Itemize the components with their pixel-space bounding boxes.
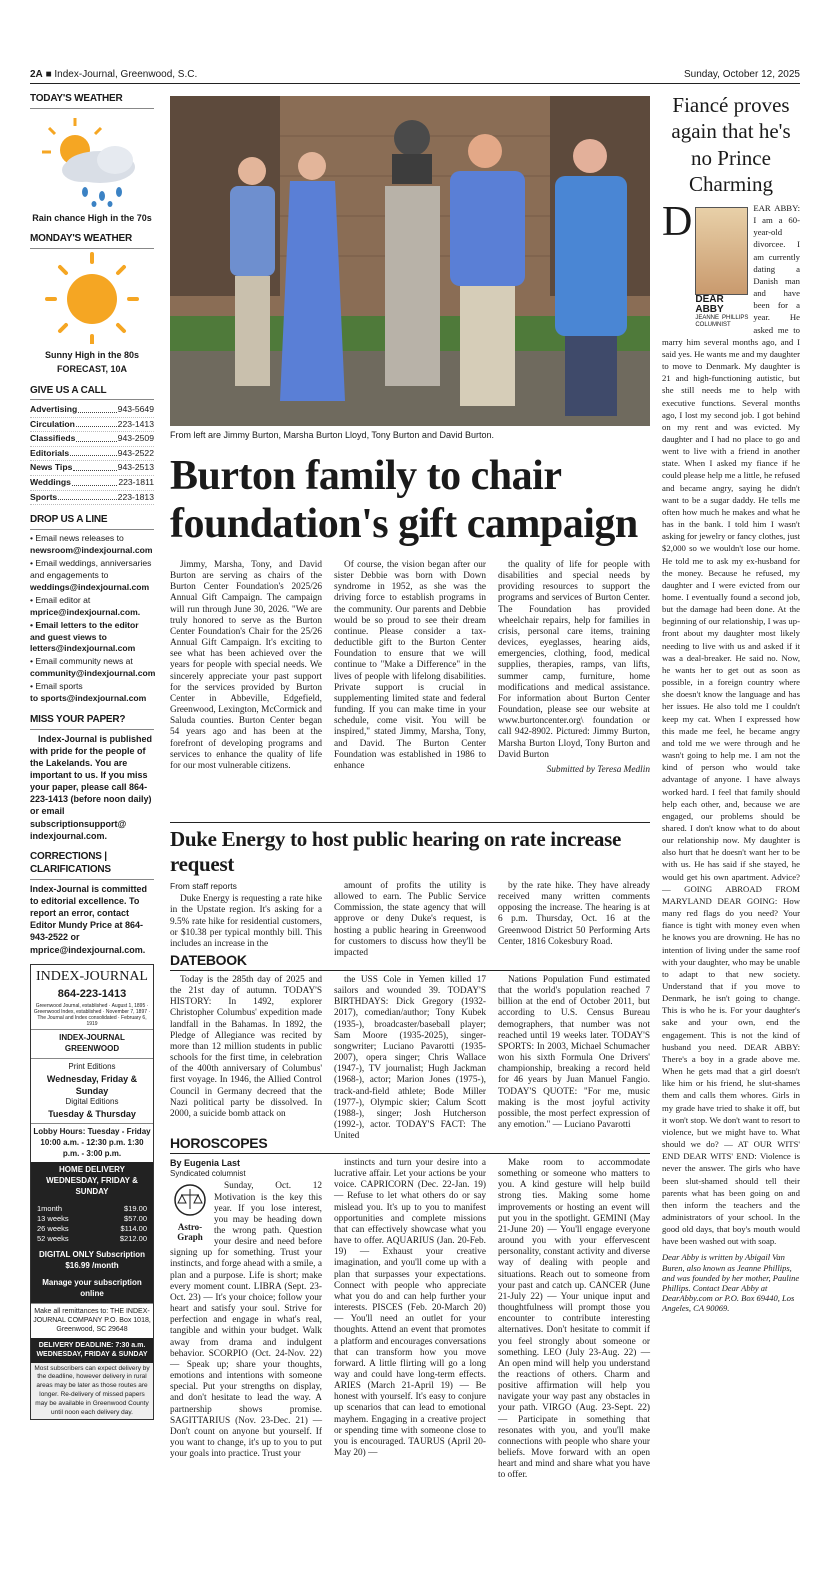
horoscopes-title: HOROSCOPES [170, 1135, 650, 1154]
horoscopes [170, 1135, 650, 1482]
left-rail [30, 92, 154, 1420]
drop-line[interactable]: newsroom@indexjournal.com [30, 545, 153, 556]
call-title: GIVE US A CALL [30, 384, 154, 401]
story-col-1: Jimmy, Marsha, Tony, and David Burton are serving as chairs of the Burton Center Foundation's 2025/26 Annual Gift Campaign. The campaign will run through June 30, 2026. "We are truly honored to serve as the Burton Center Foundation's Chair for the 25/26 Annual Gift Campaign. It's exciting to see what has been achieved over the years for people with special needs. We sincerely appreciate your past support for the services provided by Burton Center in Abbeville, Edgefield, Greenwood, Lexington, McCormick and Saluda counties. Burton Center began 54 years ago and has been at the forefront of developing programs and services to enhance the quality of life for our most vulnerable citizens. [170, 560, 322, 771]
price-row [33, 1214, 151, 1224]
price-row [33, 1204, 151, 1214]
today-weather-title: TODAY'S WEATHER [30, 92, 154, 109]
story-col-3: the quality of life for people with disabilities and special needs by providing resources to support the programs and services of Burton Center. The Foundation has provided wheelchair repairs, help for families in crisis, personal care items, training devices, eyeglasses, hearing aids, emergencies, clothing, food, medical supplies, therapies, ramps, van lifts, summer camp, furniture, home modifications and medical assistance. For information about Burton Center Foundation, please see our website at www.burtoncenter.org\ foundation or call 942-8902. Pictured: Jimmy Burton, Marsha Burton Lloyd, Tony Burton and David Burton [498, 560, 650, 760]
corrections-text: Index-Journal is committed to editorial excellence. To report an error, contact Editor Mundy Price at 864-943-2522 or mprice@indexjournal.com. [30, 883, 148, 955]
call-number[interactable]: 223-1413 [117, 418, 154, 429]
horo-author: By Eugenia Last [170, 1158, 241, 1168]
monday-forecast: Sunny High in the 80s [44, 350, 139, 361]
miss-text: Index-Journal is published with pride for the people of the Lakelands. You are important to us. If you miss your paper, please call 864-223-1413 (before noon daily) or email subscriptionsupport@ indexjournal.com. [30, 733, 153, 841]
page-header: 2A ■ Index-Journal, Greenwood, S.C. Sunday, October 12, 2025 [30, 68, 800, 84]
drop-line: • Email editor at [30, 594, 91, 605]
drop-line[interactable]: mprice@indexjournal.com. [30, 607, 141, 618]
price-amount: $57.00 [124, 1213, 147, 1223]
masthead-phone: 864-223-1413 [57, 987, 127, 1000]
masthead-box [30, 964, 154, 1421]
digital-only-price: DIGITAL ONLY Subscription $16.99 /month [31, 1247, 153, 1275]
drop-line: • Email sports [30, 680, 83, 691]
family-photo-illustration [170, 96, 650, 426]
digital-days: Tuesday & Thursday [48, 1108, 136, 1119]
edition-name: INDEX-JOURNAL GREENWOOD [31, 1029, 153, 1058]
burton-story [170, 560, 650, 805]
price-term: 13 weeks [37, 1213, 69, 1223]
abby-sub: JEANNE PHILLIPS COLUMNIST [695, 315, 749, 329]
call-number[interactable]: 223-1811 [118, 477, 154, 488]
price-term: 1month [37, 1203, 63, 1213]
price-amount: $114.00 [120, 1224, 147, 1234]
call-row [30, 447, 154, 462]
drop-line: • Email news releases to [30, 532, 124, 543]
duke-headline: Duke Energy to host public hearing on rate increase request [170, 822, 650, 877]
duke-col-1: Duke Energy is requesting a rate hike in the Upstate region. It's asking for a 9.5% rate hike for residential customers, or $10.38 per typical monthly bill. This includes an increase in the [170, 894, 322, 949]
abby-text: EAR ABBY: I am a 60-year-old divorcee. I am currently dating a Danish man and have been for a year. He asked me to marry him several months ago, and I said yes. He wants me and my daughter to move to Denmark. My daughter is 21 and high-functioning autistic, but she still needs me to help with executive functions. Several months ago, I lost my second job. I got behind on my rent and was evicted. My daughter and I had no place to go and went to live with a friend in another state. When I asked my fiance if he could please help me a little, he refused and became angry, saying he didn't want to be a sugar daddy. He tells me often how much he makes and what he has in the bank. I told him I wasn't asking for jewelry or fancy clothes, just $2,000 so we wouldn't lose our home. He told me to ask my ex-husband for the money. Because he refused, my daughter and I were evicted from our home. I eventually found a second job, but the damage had been done. At the beginning of our relationship, I was up-front about my daughter most likely needing to live with us and asked if it was a deal-breaker. He said no. Now, he wants her to get out as soon as possible, in a foreign country where she doesn't know the language and has her issues. He also told me I couldn't keep my cat. When I expressed how this made me feel, he became angry and told me we were through and he wasn't going to help me. I am not the kind of person who would take advantage of anyone. I have always worked hard. I feel that family should help each other, and, because we are engaged, our problems should be shared. I don't know what to do about our relationship now. My daughter is also hurt that he doesn't want her to be with us. He has said if she stayed, he would get his own apartment. Advice? — GOING ABROAD FROM MARYLAND DEAR GOING: How many red flags do you need? Your fiance is tight with money even when he knows you are drowning. He has no intention of living under the same roof with your daughter, who may be unable to adapt to that new society. Understand that if you move to Denmark, he isn't going to change. This is who he is. For your daughter's sake and your own, end the engagement. This is not the kind of husband you need. DEAR ABBY: There's a boy in a grade above me. When he gets mad that a girl doesn't like him or his friend, he slut-shames them and calls them whores. Girls in my grade have tried to shake it off, but it won't stop. We don't want to resort to violence, but we might have to. What should we do? — AT OUR WITS' END DEAR WITS' END: Violence is never the answer. The girls who have been slut-shamed should tell their parents what has been going on and then inform the teachers and the administrators of your school. In the good old days, that boy's mouth would have been washed out with soap. [662, 203, 800, 1247]
drop-line[interactable]: community@indexjournal.com [30, 668, 156, 679]
story-col-2: Of course, the vision began after our sister Debbie was born with Down syndrome in 1952, as she was the driving force to establish programs in the community. Our parents and Debbie would be so proud to see their dream continue. Please consider a tax-deductible gift to the Burton Center Foundation to ensure that we will continue to "Make a Difference" in the lives of people with lifelong disabilities. Private support is crucial in supplementing limited state and federal funding. If you can make time in your schedule, come visit. You will be inspired," stated Jimmy, Marsha, Tony, and David. The Burton Center Foundation was established in 1986 to enhance [334, 560, 486, 771]
datebook-title: DATEBOOK [170, 952, 650, 971]
duke-story [170, 822, 650, 959]
story-credit: Submitted by Teresa Medlin [546, 764, 650, 775]
duke-col-3: by the rate hike. They have already received many written comments opposing the increase. The hearing is at 6 p.m. Thursday, Oct. 16 at the Greenwood District 50 Performing Arts Center, 1816 Cokesbury Road. [498, 881, 650, 947]
astro-graph-text: Astro-Graph [177, 1221, 203, 1243]
horo-col-1: Sunday, Oct. 12 Motivation is the key this year. If you lose interest, you may be heading down the wrong path. Question your desire and need before signing up for something. Trust your instincts, and forge ahead with a smile, a plan and a purpose. Life is short; make every moment count. LIBRA (Sept. 23-Oct. 23) — It's your choice; follow your heart and satisfy your soul. Strive for perfection and engage in what's real, tangible and within your budget. Walk away from drama and indulgent behavior. SCORPIO (Oct. 24-Nov. 22) — Speak up; share your thoughts, emotions and intentions with someone special. Put your strengths on display, and don't hesitate to lead the way. A partnership shows promise. SAGITTARIUS (Nov. 23-Dec. 21) — Don't count on anyone but yourself. If you want to change, it's up to you to put your goals into practice. Trust your [170, 1181, 322, 1460]
today-forecast: Rain chance High in the 70s [32, 213, 152, 224]
miss-title: MISS YOUR PAPER? [30, 713, 154, 730]
horo-author-role: Syndicated columnist [170, 1168, 246, 1178]
call-dept: Circulation [30, 418, 75, 429]
call-dept: Weddings [30, 477, 71, 488]
price-amount: $212.00 [119, 1234, 147, 1244]
delivery-deadline: DELIVERY DEADLINE: 7:30 a.m. WEDNESDAY, FRIDAY & SUNDAY [31, 1338, 153, 1363]
drop-title: DROP US A LINE [30, 513, 154, 530]
corrections-title: CORRECTIONS | CLARIFICATIONS [30, 850, 154, 880]
drop-line[interactable]: to sports@indexjournal.com [30, 693, 147, 704]
print-days: Wednesday, Friday & Sunday [46, 1073, 138, 1096]
call-dept: News Tips [30, 462, 73, 473]
duke-byline: From staff reports [170, 881, 237, 891]
datebook [170, 952, 650, 1142]
drop-line[interactable]: • Email letters to the editor and guest views to letters@indexjournal.com [30, 619, 139, 654]
print-editions-label: Print Editions [68, 1062, 116, 1072]
dear-abby-column [662, 92, 800, 1314]
phone-list [30, 403, 154, 505]
price-amount: $19.00 [124, 1203, 147, 1213]
astro-graph-logo [170, 1183, 210, 1243]
digital-editions-label: Digital Editions [65, 1097, 119, 1107]
call-row [30, 476, 154, 491]
datebook-col-3: Nations Population Fund estimated that the world's population reached 7 billion at the end of October 2011, but according to U.S. Census Bureau demographers, that number was not reached until 19 weeks later. TODAY'S SPORTS: In 2003, Michael Schumacher won his sixth Formula One Drivers' championship, breaking a record held for 46 years by Juan Manuel Fangio. TODAY'S QUOTE: "For me, music making is the most joyful activity possible, the most perfect expression of any emotion." — Luciano Pavarotti [498, 975, 650, 1131]
horo-col-2: instincts and turn your desire into a lucrative affair. Let your actions be your voice. CAPRICORN (Dec. 22-Jan. 19) — Refuse to let what others do or say mislead you. It's up to you to manifest opportunities and complete missions that can effectively showcase what you have to offer. AQUARIUS (Jan. 20-Feb. 19) — Exhaust your creative imagination, and you'll come up with a plan that surpasses your expectations. Connect with people who appreciate what you do and can help further your interests. PISCES (Feb. 20-March 20) — You'll need an outlet for your thoughts. Attend an event that promotes a platform and encourages conversations that can transform how you move forward. A little flirting will go a long way and could have long-term effects. ARIES (March 21-April 19) — Be honest with yourself. It's easy to conjure up scenarios that can lead to emotional mayhem. Engaging in a creative project or spending time with someone close to you is encouraged. TAURUS (April 20-May 20) — [334, 1158, 486, 1459]
photo-caption: From left are Jimmy Burton, Marsha Burton Lloyd, Tony Burton and David Burton. [170, 430, 494, 440]
main-photo [170, 96, 650, 426]
scales-icon [173, 1183, 207, 1217]
monday-weather-title: MONDAY'S WEATHER [30, 232, 154, 249]
call-row [30, 403, 154, 418]
price-term: 52 weeks [37, 1234, 69, 1244]
abby-label: DEAR ABBY [695, 294, 724, 315]
call-dept: Sports [30, 491, 58, 502]
forecast-pointer: FORECAST, 10A [56, 364, 127, 375]
call-number[interactable]: 943-2513 [117, 462, 154, 473]
paper-name: Index-Journal, Greenwood, S.C. [54, 69, 198, 80]
datebook-col-2: the USS Cole in Yemen killed 17 sailors and wounded 39. TODAY'S BIRTHDAYS: Dick Gregory (1932-2017), comedian/author; Tony Kubek (1935-), broadcaster/baseball player; Sam Moore (1935-2025), singer-songwriter; Luciano Pavarotti (1935-2007), opera singer; Chris Wallace (1947-), TV journalist; Hugh Jackman (1968-), actor; Marion Jones (1975-), track-and-field athlete; Bode Miller (1977-), Olympic skier; Calum Scott (1988-), singer; Josh Hutcherson (1992-), actor. TODAY'S FACT: The United [334, 975, 486, 1142]
lobby-hours: Lobby Hours: Tuesday - Friday 10:00 a.m. - 12:30 p.m. 1:30 p.m. - 3:00 p.m. [31, 1123, 153, 1162]
columnist-portrait [695, 207, 748, 295]
call-row [30, 432, 154, 447]
price-list [31, 1201, 153, 1248]
abby-headline: Fiancé proves again that he's no Prince Charming [671, 93, 791, 196]
remittance-address: Make all remittances to: THE INDEX-JOURNAL COMPANY P.O. Box 1018, Greenwood, SC 29648 [31, 1303, 153, 1338]
delivery-note: Most subscribers can expect delivery by the deadline, however delivery in rural areas may be later as those routes are longer. Re-delivery of missed papers may be available in Greenwood County until noon each delivery day. [31, 1363, 153, 1420]
abby-footer: Dear Abby is written by Abigail Van Buren, also known as Jeanne Phillips, and was founded by her mother, Pauline Phillips. Contact Dear Abby at DearAbby.com or P.O. Box 69440, Los Angeles, CA 90069. [662, 1252, 800, 1314]
datebook-col-1: Today is the 285th day of 2025 and the 21st day of autumn. TODAY'S HISTORY: In 1492, explorer Christopher Columbus' expedition made landfall in the Bahamas. In 1892, the Pledge of Allegiance was recited by more than 12 million students in public schools for the first time, in celebration of the 400th anniversary of Columbus' first voyage. In 1946, the Allied Control Council in Germany decreed that the Nazi political party be dissolved. In 2000, a suicide bomb attack on [170, 975, 322, 1119]
abby-photo [695, 207, 748, 329]
price-term: 26 weeks [37, 1224, 69, 1234]
call-number[interactable]: 943-2509 [117, 433, 154, 444]
drop-line: • Email weddings, anniversaries and engagements to [30, 557, 152, 580]
page-number: 2A [30, 69, 43, 80]
manage-subscription-link[interactable]: Manage your subscription online [31, 1275, 153, 1303]
email-list [30, 533, 154, 705]
call-row [30, 491, 154, 506]
horo-col-3: Make room to accommodate something or someone who matters to you. A kind gesture will help build strong ties. Making some home improvements or hosting an event will put you in the spotlight. GEMINI (May 21-June 20) — You'll engage everyone around you with your effervescent personality, constant activity and diverse way of dealing with people and situations. Reach out to someone from your past and catch up. CANCER (June 21-July 22) — Your unique input and thoughtfulness will prompt those you encounter to contribute interesting alternatives. Don't hesitate to commit if you feel strongly about someone or something. LEO (July 23-Aug. 22) — An open mind will help you understand the reactions of others. Charm and positive affirmation will help you navigate your way past any obstacles in your path. VIRGO (Aug. 23-Sept. 22) — Participate in something that resonates with you, and you'll make connections with people who share your beliefs. Move forward with an open heart and mind and share what you have to offer. [498, 1158, 650, 1481]
call-dept: Editorials [30, 447, 70, 458]
abby-dropcap: D [662, 199, 693, 245]
drop-line: • Email community news at [30, 655, 133, 666]
duke-col-2: amount of profits the utility is allowed to earn. The Public Service Commission, the state agency that will approve or deny Duke's request, is hosting a public hearing in Greenwood for customers to discuss how they'll be impacted [334, 881, 486, 958]
call-number[interactable]: 943-5649 [117, 404, 154, 415]
main-headline: Burton family to chair foundation's gift campaign [170, 453, 638, 547]
issue-date: Sunday, October 12, 2025 [683, 69, 800, 80]
home-delivery-title: HOME DELIVERY WEDNESDAY, FRIDAY & SUNDAY [31, 1162, 153, 1200]
call-number[interactable]: 943-2522 [117, 447, 154, 458]
price-row [33, 1234, 151, 1244]
call-dept: Advertising [30, 404, 78, 415]
call-row [30, 461, 154, 476]
call-row [30, 418, 154, 433]
masthead-name: INDEX-JOURNAL [36, 968, 148, 984]
drop-line[interactable]: weddings@indexjournal.com [30, 582, 150, 593]
rain-cloud-icon [30, 112, 154, 207]
call-number[interactable]: 223-1813 [117, 491, 154, 502]
call-dept: Classifieds [30, 433, 76, 444]
sun-icon [30, 252, 154, 344]
price-row [33, 1224, 151, 1234]
masthead-history: Greenwood Journal, established · August 1, 1895 · Greenwood Index, established · November 7, 1897 · The Journal and Index consolidated · February 6, 1919 [33, 1003, 151, 1028]
